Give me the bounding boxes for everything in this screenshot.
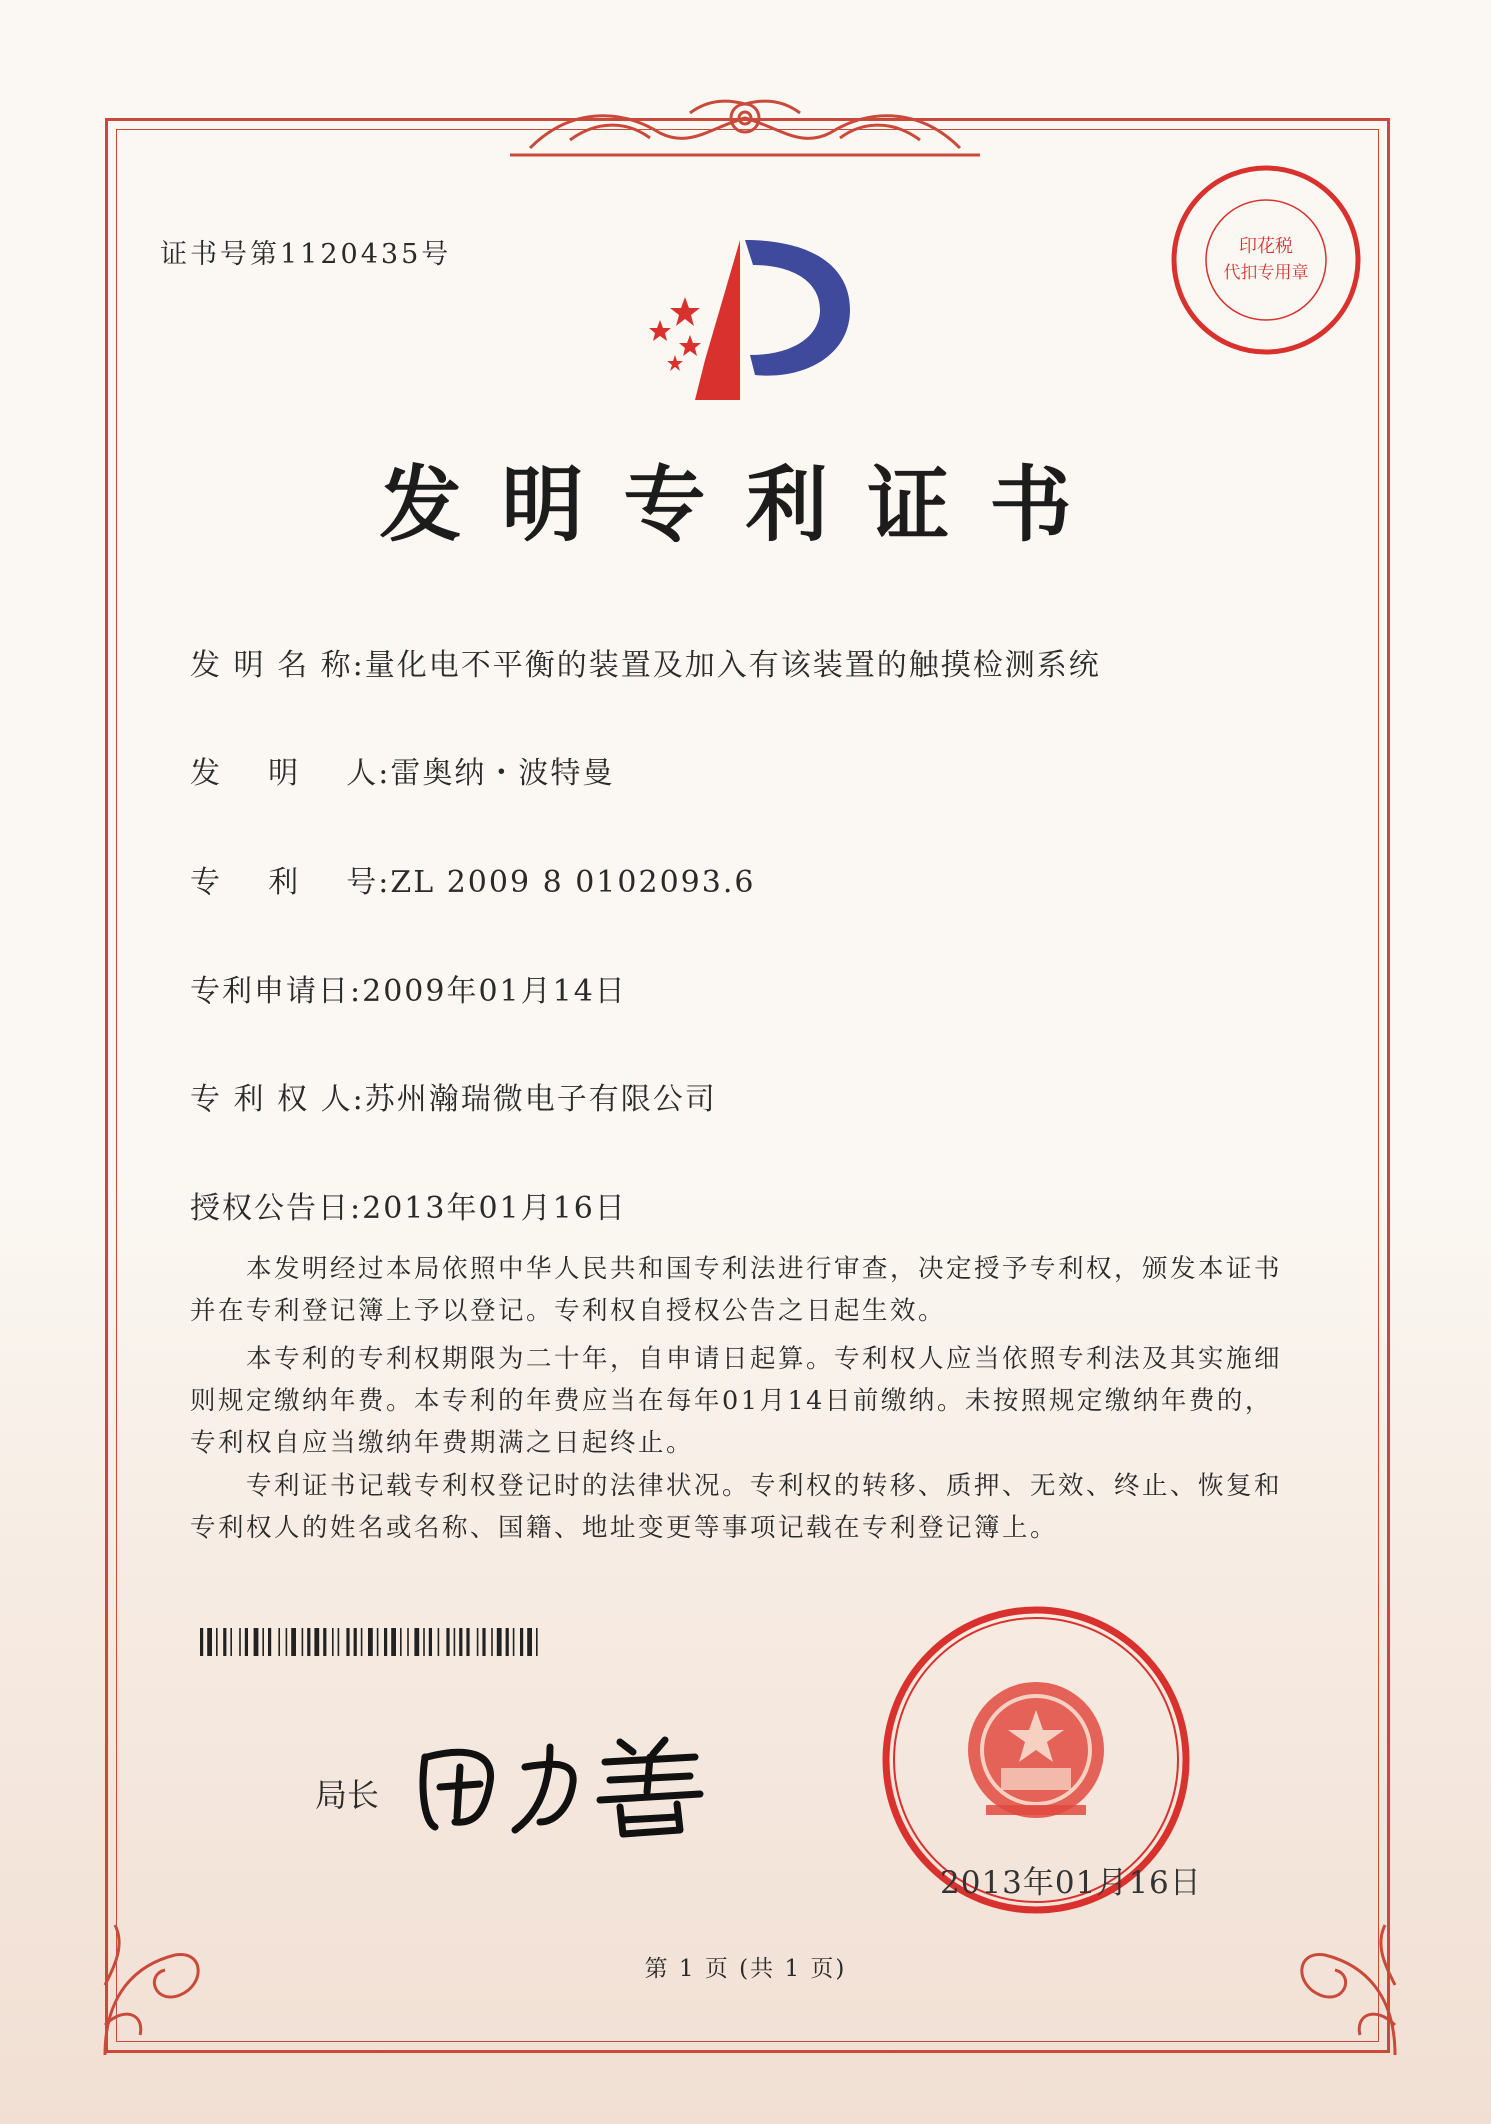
field-application-date	[190, 966, 627, 1010]
paragraph-grant: 本发明经过本局依照中华人民共和国专利法进行审查，决定授予专利权，颁发本证书并在专利登记簿上予以登记。专利权自授权公告之日起生效。	[190, 1254, 1283, 1326]
field-value: 量化电不平衡的装置及加入有该装置的触摸检测系统	[364, 648, 1101, 683]
field-value: 苏州瀚瑞微电子有限公司	[364, 1082, 717, 1117]
tax-seal-icon	[1166, 160, 1366, 360]
director-signature	[405, 1712, 725, 1842]
field-inventor	[190, 748, 614, 792]
field-value: 2009年01月14日	[362, 974, 627, 1009]
field-label: 专 利 权 人:	[190, 1082, 365, 1117]
field-invention-name	[190, 640, 1101, 684]
bottom-right-ornament	[1285, 1905, 1405, 2065]
field-label: 授权公告日:	[190, 1191, 363, 1226]
svg-text:代扣专用章: 代扣专用章	[1223, 263, 1309, 283]
certificate-title: 发明专利证书	[379, 457, 1112, 553]
field-label: 专 利 号:	[190, 865, 391, 900]
certificate-number: 证书号第1120435号	[160, 239, 452, 270]
field-label: 发 明 名 称:	[190, 648, 365, 683]
field-value: 2013年01月16日	[362, 1191, 627, 1226]
page-number: 第 1 页 (共 1 页)	[644, 1956, 847, 1982]
svg-text:印花税: 印花税	[1239, 236, 1293, 257]
paragraph-term: 本专利的专利权期限为二十年，自申请日起算。专利权人应当依照专利法及其实施细则规定缴纳年费。本专利的年费应当在每年01月14日前缴纳。未按照规定缴纳年费的，专利权自应当缴纳年费期满之日起终止。	[190, 1344, 1283, 1458]
bottom-left-ornament	[95, 1905, 215, 2065]
director-label: 局长	[315, 1776, 380, 1814]
top-ornament	[510, 88, 980, 158]
field-label: 发 明 人:	[190, 756, 391, 791]
paragraph-legal-status: 专利证书记载专利权登记时的法律状况。专利权的转移、质押、无效、终止、恢复和专利权人的姓名或名称、国籍、地址变更等事项记载在专利登记簿上。	[190, 1471, 1283, 1543]
field-patentee	[190, 1074, 717, 1118]
field-label: 专利申请日:	[190, 974, 363, 1009]
field-value: 雷奥纳・波特曼	[390, 756, 615, 791]
issue-date: 2013年01月16日	[940, 1865, 1202, 1901]
field-value: ZL 2009 8 0102093.6	[390, 865, 756, 900]
field-patent-number	[190, 857, 755, 901]
patent-office-logo-icon	[645, 225, 875, 405]
barcode-icon	[200, 1628, 585, 1656]
field-grant-date	[190, 1183, 627, 1227]
